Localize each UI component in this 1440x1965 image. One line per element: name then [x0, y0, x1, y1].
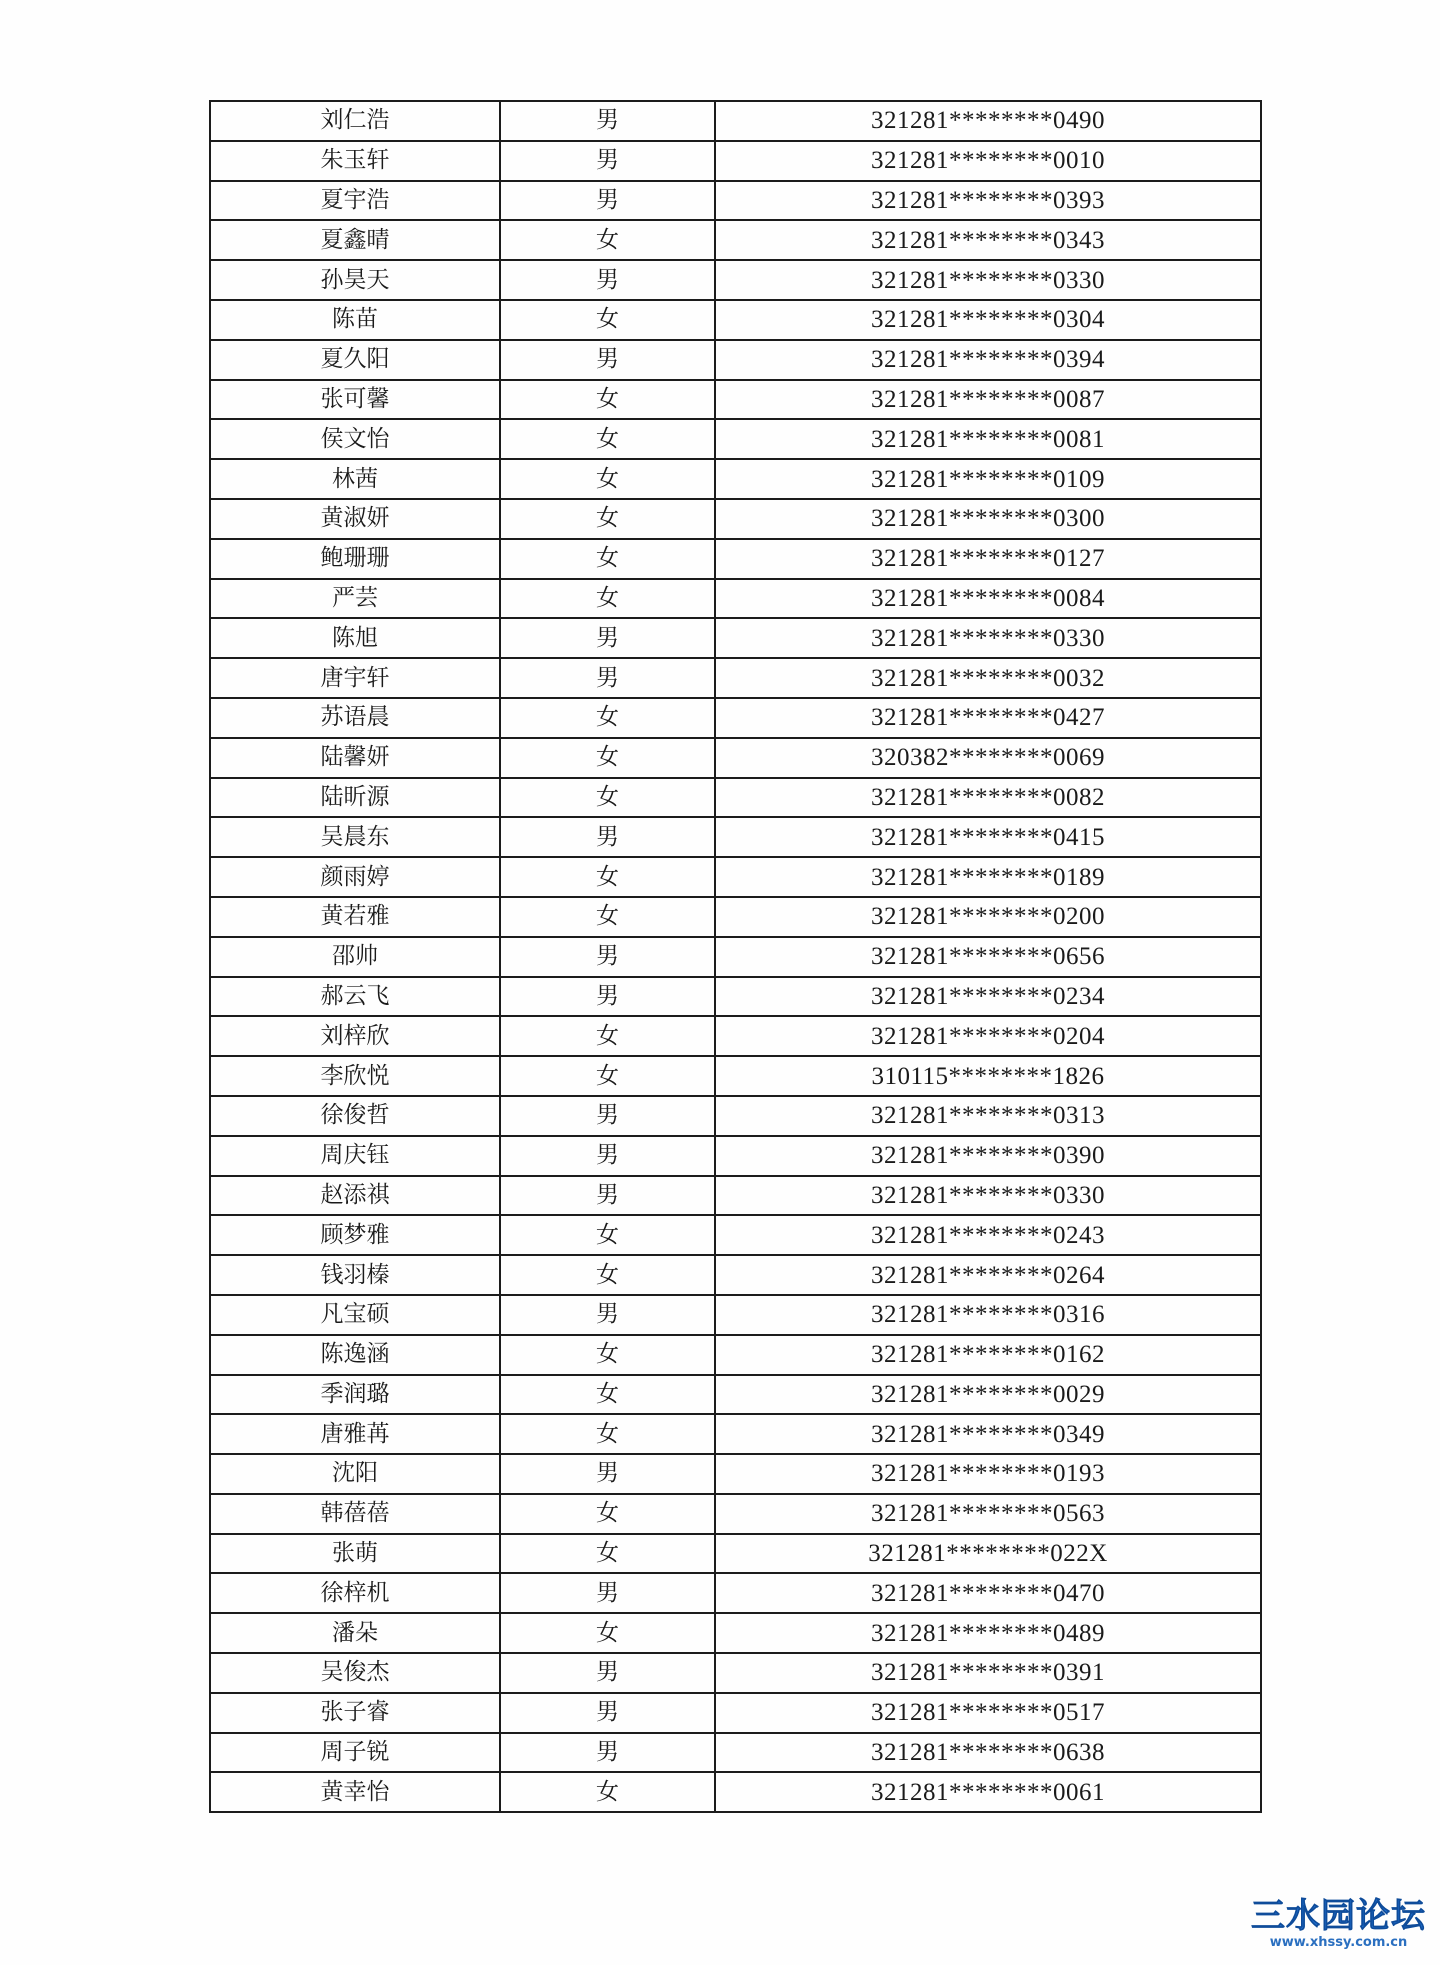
id-number-cell: 321281********0162 — [715, 1335, 1261, 1375]
table-row — [210, 579, 1261, 619]
student-name-cell: 刘仁浩 — [210, 101, 500, 141]
table-row — [210, 1375, 1261, 1415]
gender-cell: 男 — [500, 101, 715, 141]
gender-cell: 女 — [500, 1016, 715, 1056]
gender-cell: 女 — [500, 1772, 715, 1812]
gender-cell: 男 — [500, 658, 715, 698]
table-row — [210, 618, 1261, 658]
gender-cell: 男 — [500, 1454, 715, 1494]
id-number-cell: 321281********0330 — [715, 618, 1261, 658]
gender-cell: 女 — [500, 778, 715, 818]
student-name-cell: 夏宇浩 — [210, 181, 500, 221]
student-name-cell: 陆馨妍 — [210, 738, 500, 778]
table-row — [210, 1653, 1261, 1693]
id-number-cell: 321281********0394 — [715, 340, 1261, 380]
table-row — [210, 817, 1261, 857]
gender-cell: 男 — [500, 1573, 715, 1613]
id-number-cell: 321281********0490 — [715, 101, 1261, 141]
student-name-cell: 刘梓欣 — [210, 1016, 500, 1056]
gender-cell: 男 — [500, 1136, 715, 1176]
gender-cell: 女 — [500, 579, 715, 619]
table-row — [210, 300, 1261, 340]
id-number-cell: 321281********0300 — [715, 499, 1261, 539]
student-name-cell: 黄淑妍 — [210, 499, 500, 539]
student-name-cell: 季润璐 — [210, 1375, 500, 1415]
id-number-cell: 321281********0391 — [715, 1653, 1261, 1693]
id-number-cell: 321281********0243 — [715, 1215, 1261, 1255]
table-row — [210, 937, 1261, 977]
gender-cell: 男 — [500, 977, 715, 1017]
id-number-cell: 321281********0081 — [715, 419, 1261, 459]
table-row — [210, 1096, 1261, 1136]
gender-cell: 女 — [500, 857, 715, 897]
id-number-cell: 321281********0189 — [715, 857, 1261, 897]
id-number-cell: 321281********0204 — [715, 1016, 1261, 1056]
table-row — [210, 459, 1261, 499]
student-name-cell: 周子锐 — [210, 1733, 500, 1773]
table-row — [210, 658, 1261, 698]
student-name-cell: 沈阳 — [210, 1454, 500, 1494]
student-name-cell: 黄幸怡 — [210, 1772, 500, 1812]
gender-cell: 男 — [500, 260, 715, 300]
roster-table — [209, 100, 1262, 1813]
forum-watermark — [1251, 1897, 1426, 1953]
gender-cell: 男 — [500, 340, 715, 380]
table-row — [210, 220, 1261, 260]
gender-cell: 女 — [500, 1613, 715, 1653]
student-name-cell: 孙昊天 — [210, 260, 500, 300]
table-row — [210, 1494, 1261, 1534]
watermark-title: 三水园论坛 — [1251, 1896, 1426, 1936]
table-row — [210, 857, 1261, 897]
gender-cell: 女 — [500, 459, 715, 499]
id-number-cell: 321281********0234 — [715, 977, 1261, 1017]
student-name-cell: 黄若雅 — [210, 897, 500, 937]
student-name-cell: 潘朵 — [210, 1613, 500, 1653]
table-row — [210, 1573, 1261, 1613]
student-name-cell: 钱羽榛 — [210, 1255, 500, 1295]
student-name-cell: 张萌 — [210, 1534, 500, 1574]
student-name-cell: 徐俊哲 — [210, 1096, 500, 1136]
gender-cell: 男 — [500, 618, 715, 658]
student-name-cell: 邵帅 — [210, 937, 500, 977]
student-name-cell: 郝云飞 — [210, 977, 500, 1017]
gender-cell: 男 — [500, 1733, 715, 1773]
student-name-cell: 严芸 — [210, 579, 500, 619]
table-row — [210, 499, 1261, 539]
table-row — [210, 419, 1261, 459]
gender-cell: 男 — [500, 1295, 715, 1335]
student-name-cell: 颜雨婷 — [210, 857, 500, 897]
id-number-cell: 321281********0638 — [715, 1733, 1261, 1773]
id-number-cell: 321281********0193 — [715, 1454, 1261, 1494]
table-row — [210, 738, 1261, 778]
gender-cell: 女 — [500, 1534, 715, 1574]
gender-cell: 女 — [500, 380, 715, 420]
student-name-cell: 凡宝硕 — [210, 1295, 500, 1335]
table-row — [210, 260, 1261, 300]
gender-cell: 女 — [500, 220, 715, 260]
table-row — [210, 1016, 1261, 1056]
id-number-cell: 321281********0390 — [715, 1136, 1261, 1176]
table-row — [210, 1613, 1261, 1653]
gender-cell: 女 — [500, 1375, 715, 1415]
student-name-cell: 顾梦雅 — [210, 1215, 500, 1255]
table-row — [210, 1176, 1261, 1216]
id-number-cell: 310115********1826 — [715, 1056, 1261, 1096]
id-number-cell: 320382********0069 — [715, 738, 1261, 778]
id-number-cell: 321281********0349 — [715, 1414, 1261, 1454]
gender-cell: 女 — [500, 1335, 715, 1375]
gender-cell: 女 — [500, 1215, 715, 1255]
student-name-cell: 鲍珊珊 — [210, 539, 500, 579]
gender-cell: 男 — [500, 181, 715, 221]
table-row — [210, 1255, 1261, 1295]
gender-cell: 男 — [500, 1176, 715, 1216]
student-name-cell: 侯文怡 — [210, 419, 500, 459]
id-number-cell: 321281********0393 — [715, 181, 1261, 221]
gender-cell: 女 — [500, 897, 715, 937]
gender-cell: 男 — [500, 937, 715, 977]
gender-cell: 男 — [500, 817, 715, 857]
table-row — [210, 340, 1261, 380]
id-number-cell: 321281********0010 — [715, 141, 1261, 181]
gender-cell: 女 — [500, 419, 715, 459]
table-row — [210, 181, 1261, 221]
table-row — [210, 101, 1261, 141]
gender-cell: 男 — [500, 1096, 715, 1136]
id-number-cell: 321281********0427 — [715, 698, 1261, 738]
id-number-cell: 321281********0109 — [715, 459, 1261, 499]
student-name-cell: 李欣悦 — [210, 1056, 500, 1096]
student-name-cell: 陆昕源 — [210, 778, 500, 818]
id-number-cell: 321281********0415 — [715, 817, 1261, 857]
student-name-cell: 朱玉轩 — [210, 141, 500, 181]
gender-cell: 女 — [500, 300, 715, 340]
gender-cell: 女 — [500, 1494, 715, 1534]
student-name-cell: 唐宇轩 — [210, 658, 500, 698]
table-row — [210, 698, 1261, 738]
id-number-cell: 321281********0517 — [715, 1693, 1261, 1733]
table-row — [210, 1335, 1261, 1375]
student-name-cell: 韩蓓蓓 — [210, 1494, 500, 1534]
student-name-cell: 陈逸涵 — [210, 1335, 500, 1375]
id-number-cell: 321281********0330 — [715, 1176, 1261, 1216]
gender-cell: 女 — [500, 1255, 715, 1295]
student-name-cell: 林茜 — [210, 459, 500, 499]
id-number-cell: 321281********0029 — [715, 1375, 1261, 1415]
watermark-url: www.xhssy.com.cn — [1269, 1935, 1408, 1950]
gender-cell: 女 — [500, 1414, 715, 1454]
table-row — [210, 1414, 1261, 1454]
id-number-cell: 321281********0264 — [715, 1255, 1261, 1295]
id-number-cell: 321281********0656 — [715, 937, 1261, 977]
student-name-cell: 张可馨 — [210, 380, 500, 420]
gender-cell: 女 — [500, 499, 715, 539]
id-number-cell: 321281********0313 — [715, 1096, 1261, 1136]
table-row — [210, 1136, 1261, 1176]
id-number-cell: 321281********022X — [715, 1534, 1261, 1574]
student-name-cell: 赵添祺 — [210, 1176, 500, 1216]
gender-cell: 女 — [500, 738, 715, 778]
student-name-cell: 周庆钰 — [210, 1136, 500, 1176]
roster-table-body — [210, 101, 1261, 1812]
gender-cell: 男 — [500, 1653, 715, 1693]
table-row — [210, 977, 1261, 1017]
table-row — [210, 141, 1261, 181]
table-row — [210, 778, 1261, 818]
table-row — [210, 1295, 1261, 1335]
id-number-cell: 321281********0316 — [715, 1295, 1261, 1335]
student-name-cell: 徐梓机 — [210, 1573, 500, 1613]
id-number-cell: 321281********0489 — [715, 1613, 1261, 1653]
table-row — [210, 539, 1261, 579]
gender-cell: 女 — [500, 1056, 715, 1096]
table-row — [210, 380, 1261, 420]
table-row — [210, 1772, 1261, 1812]
id-number-cell: 321281********0084 — [715, 579, 1261, 619]
id-number-cell: 321281********0343 — [715, 220, 1261, 260]
gender-cell: 女 — [500, 539, 715, 579]
student-name-cell: 张子睿 — [210, 1693, 500, 1733]
id-number-cell: 321281********0082 — [715, 778, 1261, 818]
table-row — [210, 1215, 1261, 1255]
gender-cell: 女 — [500, 698, 715, 738]
student-name-cell: 夏久阳 — [210, 340, 500, 380]
id-number-cell: 321281********0304 — [715, 300, 1261, 340]
id-number-cell: 321281********0061 — [715, 1772, 1261, 1812]
student-name-cell: 陈旭 — [210, 618, 500, 658]
student-name-cell: 夏鑫晴 — [210, 220, 500, 260]
id-number-cell: 321281********0200 — [715, 897, 1261, 937]
student-name-cell: 陈苗 — [210, 300, 500, 340]
gender-cell: 男 — [500, 141, 715, 181]
table-row — [210, 1534, 1261, 1574]
table-row — [210, 1693, 1261, 1733]
table-row — [210, 1733, 1261, 1773]
student-name-cell: 吴晨东 — [210, 817, 500, 857]
id-number-cell: 321281********0470 — [715, 1573, 1261, 1613]
table-row — [210, 1056, 1261, 1096]
student-name-cell: 苏语晨 — [210, 698, 500, 738]
id-number-cell: 321281********0127 — [715, 539, 1261, 579]
id-number-cell: 321281********0032 — [715, 658, 1261, 698]
table-row — [210, 1454, 1261, 1494]
id-number-cell: 321281********0087 — [715, 380, 1261, 420]
id-number-cell: 321281********0330 — [715, 260, 1261, 300]
student-name-cell: 吴俊杰 — [210, 1653, 500, 1693]
id-number-cell: 321281********0563 — [715, 1494, 1261, 1534]
gender-cell: 男 — [500, 1693, 715, 1733]
student-name-cell: 唐雅苒 — [210, 1414, 500, 1454]
table-row — [210, 897, 1261, 937]
